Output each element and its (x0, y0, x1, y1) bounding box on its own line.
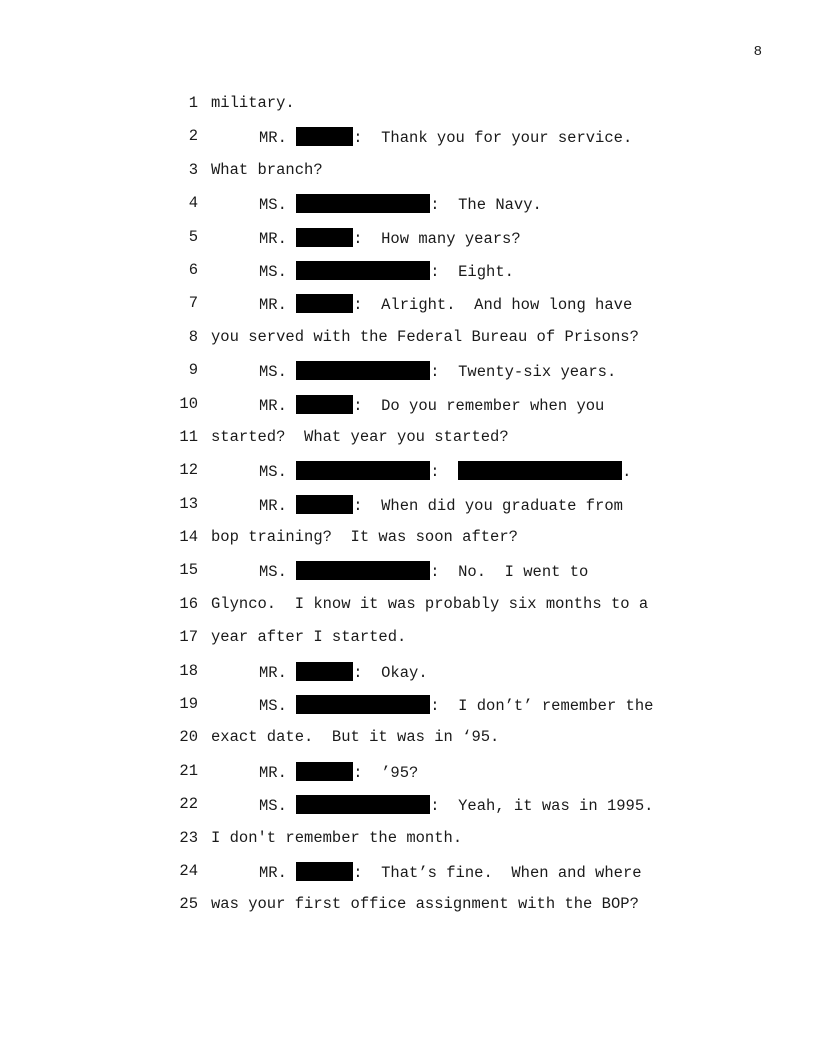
transcript-line (0, 893, 816, 926)
line-number: 15 (179, 561, 198, 580)
line-text (259, 495, 623, 515)
speaker-title: MR. (259, 129, 287, 148)
transcript-line (0, 459, 816, 492)
transcript-line (0, 292, 816, 325)
line-number: 25 (179, 895, 198, 914)
speech-text: : No. I went to (430, 563, 589, 582)
redaction-box (296, 194, 430, 213)
line-number: 4 (188, 194, 198, 213)
speaker-title: MR. (259, 496, 287, 515)
speech-text: : I don’t’ remember the (430, 697, 654, 716)
speech-text: : Okay. (353, 663, 428, 682)
line-number: 1 (188, 94, 198, 112)
speech-text: : When did you graduate from (353, 496, 623, 515)
transcript-line (0, 827, 816, 860)
speech-text: : Eight. (430, 262, 514, 281)
redaction-box (296, 127, 353, 146)
transcript-line (0, 192, 816, 225)
transcript-body (0, 92, 816, 927)
transcript-line (0, 860, 816, 893)
speech-text: : Alright. And how long have (353, 296, 633, 315)
speaker-title: MR. (259, 663, 287, 682)
redaction-box (296, 294, 353, 313)
line-number: 24 (179, 861, 198, 880)
line-text: Glynco. I know it was probably six months to a (211, 594, 649, 613)
transcript-line (0, 526, 816, 559)
line-number: 6 (188, 260, 198, 279)
transcript-line (0, 660, 816, 693)
transcript-line (0, 693, 816, 726)
transcript-line (0, 326, 816, 359)
line-number: 9 (188, 361, 198, 380)
redaction-box (296, 461, 430, 480)
redaction-box (458, 461, 622, 480)
line-text (259, 294, 632, 314)
line-text: started? What year you started? (211, 427, 509, 446)
redaction-box (296, 561, 430, 580)
line-text: military. (211, 94, 295, 112)
transcript-line (0, 559, 816, 592)
transcript-line (0, 125, 816, 158)
line-text: was your first office assignment with the BOP? (211, 895, 639, 914)
line-text (259, 395, 604, 415)
line-number: 7 (188, 294, 198, 313)
speech-text: : Yeah, it was in 1995. (430, 797, 654, 816)
transcript-line (0, 259, 816, 292)
transcript-line (0, 760, 816, 793)
line-number: 2 (188, 127, 198, 146)
redaction-box (296, 495, 353, 514)
speech-text: : ’95? (353, 763, 419, 782)
line-number: 8 (188, 327, 198, 346)
line-text (259, 228, 521, 248)
line-number: 13 (179, 494, 198, 513)
transcript-line (0, 359, 816, 392)
speaker-title: MR. (259, 763, 287, 782)
line-text (259, 762, 418, 782)
line-number: 11 (179, 427, 198, 446)
line-number: 20 (179, 728, 198, 747)
transcript-line (0, 393, 816, 426)
speaker-title: MS. (259, 797, 287, 816)
speech-text: : The Navy. (430, 196, 542, 215)
line-text (259, 461, 631, 481)
speaker-title: MS. (259, 563, 287, 582)
line-text (259, 261, 514, 281)
speech-text: : (430, 463, 459, 482)
speaker-title: MS. (259, 363, 287, 382)
line-number: 16 (179, 594, 198, 613)
line-text (259, 361, 616, 381)
line-text: you served with the Federal Bureau of Prisons? (211, 327, 639, 346)
redaction-box (296, 395, 353, 414)
line-text (259, 862, 642, 882)
line-number: 12 (179, 461, 198, 480)
line-text: What branch? (211, 160, 323, 179)
speech-text: : Do you remember when you (353, 396, 605, 415)
page-number: 8 (753, 44, 762, 60)
speaker-title: MR. (259, 863, 287, 882)
line-text: bop training? It was soon after? (211, 528, 518, 547)
transcript-line (0, 92, 816, 125)
speaker-title: MS. (259, 196, 287, 215)
transcript-line (0, 226, 816, 259)
line-text (259, 662, 428, 682)
redaction-box (296, 695, 430, 714)
line-text (259, 795, 653, 815)
speech-text: : That’s fine. When and where (353, 863, 642, 882)
speaker-title: MR. (259, 396, 287, 415)
line-text: year after I started. (211, 628, 407, 647)
transcript-line (0, 726, 816, 759)
speaker-title: MR. (259, 229, 287, 248)
transcript-line (0, 793, 816, 826)
line-text: exact date. But it was in ‘95. (211, 728, 500, 747)
line-number: 5 (188, 227, 198, 246)
speech-text: : Twenty-six years. (430, 363, 617, 382)
speaker-title: MS. (259, 463, 287, 482)
redaction-box (296, 261, 430, 280)
transcript-line (0, 493, 816, 526)
speech-tail: . (622, 463, 632, 482)
line-number: 3 (188, 160, 198, 179)
line-text (259, 194, 542, 214)
line-number: 23 (179, 828, 198, 847)
line-number: 22 (179, 795, 198, 814)
line-number: 17 (179, 628, 198, 647)
speaker-title: MS. (259, 262, 287, 281)
line-text (259, 561, 588, 581)
line-text (259, 695, 653, 715)
redaction-box (296, 862, 353, 881)
redaction-box (296, 662, 353, 681)
transcript-line (0, 159, 816, 192)
line-number: 18 (179, 661, 198, 680)
line-number: 21 (179, 761, 198, 780)
redaction-box (296, 762, 353, 781)
line-number: 14 (179, 528, 198, 547)
speaker-title: MR. (259, 296, 287, 315)
speaker-title: MS. (259, 697, 287, 716)
line-text (259, 127, 632, 147)
redaction-box (296, 228, 353, 247)
line-number: 19 (179, 695, 198, 714)
transcript-line (0, 593, 816, 626)
line-number: 10 (179, 394, 198, 413)
transcript-line (0, 626, 816, 659)
speech-text: : Thank you for your service. (353, 129, 633, 148)
speech-text: : How many years? (353, 229, 521, 248)
line-text: I don't remember the month. (211, 828, 463, 847)
redaction-box (296, 361, 430, 380)
redaction-box (296, 795, 430, 814)
transcript-line (0, 426, 816, 459)
